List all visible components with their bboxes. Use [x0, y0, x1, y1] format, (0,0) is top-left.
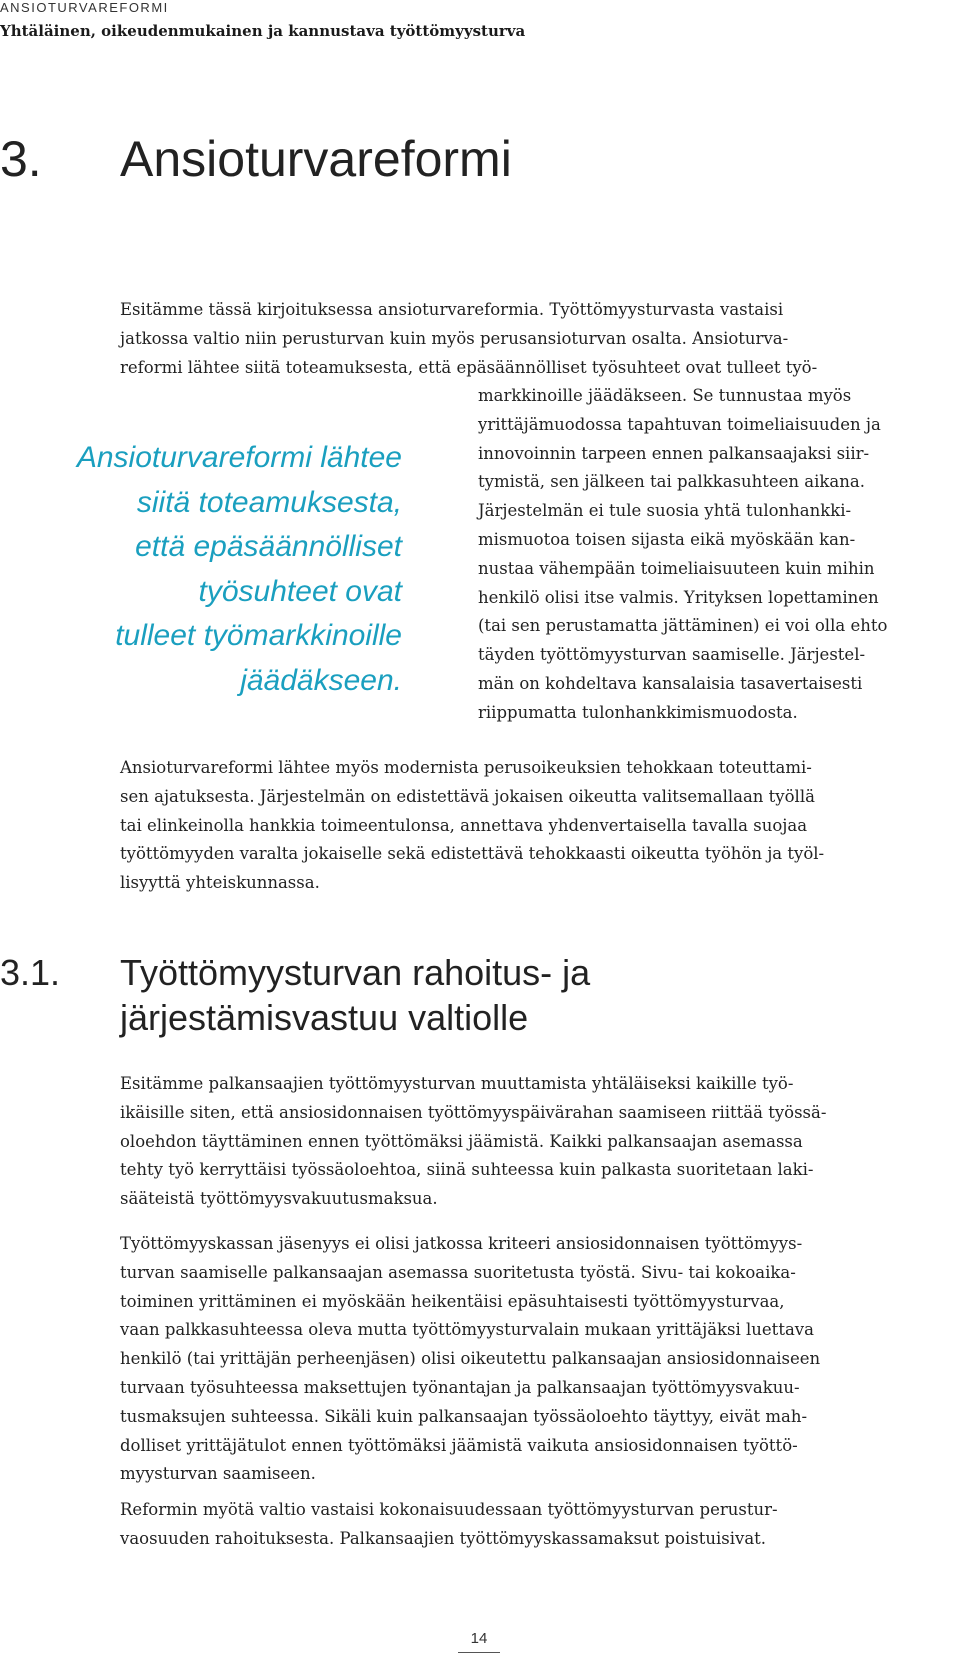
subsection-title-line: järjestämisvastuu valtiolle [120, 997, 529, 1038]
paragraph-line: vaan palkkasuhteessa oleva mutta työttömyysturvalain mukaan yrittäjäksi luettava [120, 1320, 814, 1340]
subsection-title-line: Työttömyysturvan rahoitus- ja [120, 952, 591, 993]
paragraph-line: tai elinkeinolla hankkia toimeentulonsa, annettava yhdenvertaisella tavalla suojaa [120, 815, 808, 835]
column-line: yrittäjämuodossa tapahtuvan toimeliaisuuden ja [478, 414, 881, 434]
column-line: (tai sen perustamatta jättäminen) ei voi olla ehto [478, 616, 888, 636]
paragraph-line: Reformin myötä valtio vastaisi kokonaisuudessaan työttömyysturvan perustur- [120, 1500, 778, 1519]
paragraph-line: työttömyyden varalta jokaiselle sekä edistettävä tehokkaasti oikeutta työhön ja työl- [120, 844, 825, 864]
body-paragraph [120, 754, 920, 898]
column-line: innovoinnin tarpeen ennen palkansaajaksi siir- [478, 443, 870, 463]
paragraph-line: sääteistä työttömyysvakuutusmaksua. [120, 1189, 438, 1209]
paragraph-line: turvaan työsuhteessa maksettujen työnantajan ja palkansaajan työttömyysvakuu- [120, 1377, 800, 1397]
page-number-rule [458, 1652, 500, 1653]
paragraph-line: lisyyttä yhteiskunnassa. [120, 873, 320, 893]
paragraph-line: turvan saamiselle palkansaajan asemassa suoritetusta työstä. Sivu- tai kokoaika- [120, 1262, 796, 1282]
pull-quote [30, 436, 402, 704]
paragraph-line: ikäisille siten, että ansiosidonnaisen työttömyyspäivärahan saamiseen riittää työssä- [120, 1102, 827, 1122]
intro-line: Esitämme tässä kirjoituksessa ansioturvareformia. Työttömyysturvasta vastaisi [120, 300, 784, 319]
paragraph-line: dolliset yrittäjätulot ennen työttömäksi jäämistä vaikuta ansiosidonnaisen työttö- [120, 1435, 798, 1455]
paragraph-line: tusmaksujen suhteessa. Sikäli kuin palkansaajan työssäoloehto täyttyy, eivät mah- [120, 1406, 808, 1426]
intro-line: reformi lähtee siitä toteamuksesta, että epäsäännölliset työsuhteet ovat tulleet työ- [120, 357, 818, 377]
column-line: mismuotoa toisen sijasta eikä myöskään kan- [478, 529, 856, 549]
paragraph-line: tehty työ kerryttäisi työssäoloehtoa, siinä suhteessa kuin palkasta suoritetaan laki- [120, 1160, 814, 1180]
column-line: tymistä, sen jälkeen tai palkkasuhteen aikana. [478, 472, 865, 492]
running-header-subtitle: Yhtäläinen, oikeudenmukainen ja kannustava työttömyysturva [0, 22, 526, 40]
section-number: 3. [0, 131, 42, 187]
subsection-title [120, 950, 590, 1040]
paragraph-line: Ansioturvareformi lähtee myös modernista perusoikeuksien tehokkaan toteuttami- [120, 758, 812, 777]
pull-quote-line: työsuhteet ovat [198, 574, 402, 608]
pull-quote-line: tulleet työmarkkinoille [115, 619, 402, 653]
body-paragraph [120, 1070, 920, 1214]
paragraph-line: sen ajatuksesta. Järjestelmän on edistettävä jokaisen oikeutta valitsemallaan työllä [120, 786, 815, 806]
pull-quote-line: että epäsäännölliset [135, 530, 402, 564]
subsection-number: 3.1. [0, 952, 61, 993]
paragraph-line: myysturvan saamiseen. [120, 1464, 316, 1484]
column-line: henkilö olisi itse valmis. Yrityksen lopettaminen [478, 587, 879, 607]
body-paragraph [120, 1230, 920, 1489]
paragraph-line: oloehdon täyttäminen ennen työttömäksi jäämistä. Kaikki palkansaajan asemassa [120, 1131, 803, 1151]
column-line: riippumatta tulonhankkimismuodosta. [478, 702, 798, 722]
pull-quote-line: Ansioturvareformi lähtee [76, 441, 402, 474]
intro-paragraph-column [478, 382, 924, 728]
body-paragraph [120, 1496, 920, 1554]
section-title: Ansioturvareformi [120, 131, 512, 187]
paragraph-line: toiminen yrittäminen ei myöskään heikentäisi epäsuhtaisesti työttömyysturvaa, [120, 1291, 785, 1311]
column-line: täyden työttömyysturvan saamiselle. Järjestel- [478, 645, 866, 665]
column-line: nustaa vähempään toimeliaisuuteen kuin mihin [478, 558, 875, 578]
paragraph-line: Esitämme palkansaajien työttömyysturvan muuttamista yhtäläiseksi kaikille työ- [120, 1074, 794, 1093]
column-line: Järjestelmän ei tule suosia yhtä tulonhankki- [478, 501, 852, 521]
intro-line: jatkossa valtio niin perusturvan kuin myös perusansioturvan osalta. Ansioturva- [120, 328, 789, 348]
pull-quote-line: jäädäkseen. [240, 663, 402, 697]
paragraph-line: Työttömyyskassan jäsenyys ei olisi jatkossa kriteeri ansiosidonnaisen työttömyys- [120, 1234, 803, 1253]
running-header-kicker: ANSIOTURVAREFORMI [0, 0, 169, 15]
column-line: markkinoille jäädäkseen. Se tunnustaa myös [478, 386, 852, 405]
paragraph-line: henkilö (tai yrittäjän perheenjäsen) olisi oikeutettu palkansaajan ansiosidonnaiseen [120, 1349, 821, 1369]
page-number: 14 [470, 1630, 488, 1647]
column-line: män on kohdeltava kansalaisia tasavertaisesti [478, 673, 863, 693]
intro-paragraph [120, 296, 920, 382]
pull-quote-line: siitä toteamuksesta, [136, 485, 402, 519]
paragraph-line: vaosuuden rahoituksesta. Palkansaajien työttömyyskassamaksut poistuisivat. [120, 1528, 767, 1548]
